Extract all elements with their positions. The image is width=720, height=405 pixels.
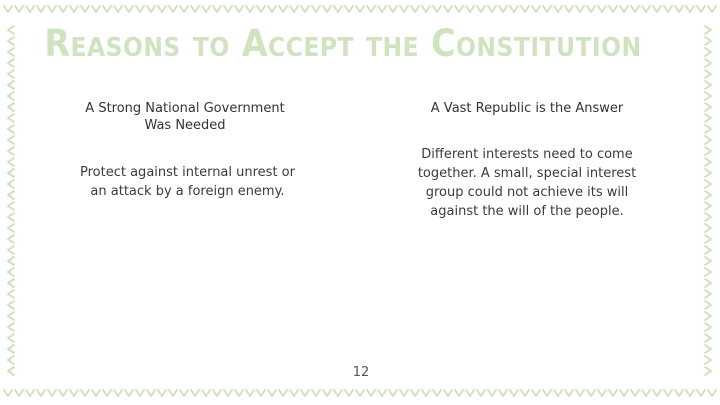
border-chevron — [8, 158, 14, 166]
border-chevron — [466, 390, 474, 396]
border-chevron — [642, 6, 650, 12]
right-column-heading: A Vast Republic is the Answer — [430, 101, 624, 116]
border-chevron — [8, 268, 14, 276]
border-chevron — [268, 6, 276, 12]
border-chevron — [631, 390, 639, 396]
border-chevron — [136, 390, 144, 396]
border-chevron — [444, 390, 452, 396]
border-chevron — [312, 390, 320, 396]
border-chevron — [675, 6, 683, 12]
border-chevron — [433, 6, 441, 12]
border-chevron — [705, 81, 711, 89]
border-chevron — [444, 6, 452, 12]
border-chevron — [705, 114, 711, 122]
border-chevron — [213, 390, 221, 396]
border-chevron — [705, 70, 711, 78]
border-chevron — [609, 390, 617, 396]
border-chevron — [705, 59, 711, 67]
border-chevron — [81, 6, 89, 12]
border-chevron — [565, 390, 573, 396]
border-chevron — [477, 390, 485, 396]
border-chevron — [705, 37, 711, 45]
border-chevron — [378, 390, 386, 396]
border-chevron — [422, 6, 430, 12]
border-chevron — [103, 390, 111, 396]
border-chevron — [510, 6, 518, 12]
border-chevron — [202, 390, 210, 396]
border-chevron — [301, 6, 309, 12]
border-chevron — [705, 290, 711, 298]
border-chevron — [521, 390, 529, 396]
border-chevron — [8, 323, 14, 331]
border-chevron — [8, 224, 14, 232]
border-chevron — [191, 6, 199, 12]
border-chevron — [705, 246, 711, 254]
border-chevron — [705, 26, 711, 34]
border-chevron — [686, 390, 694, 396]
border-chevron — [8, 114, 14, 122]
border-chevron — [92, 6, 100, 12]
border-chevron — [705, 345, 711, 353]
border-chevron — [705, 334, 711, 342]
border-chevron — [235, 390, 243, 396]
border-chevron — [334, 6, 342, 12]
border-chevron — [477, 6, 485, 12]
border-chevron — [576, 6, 584, 12]
border-chevron — [8, 257, 14, 265]
border-chevron — [8, 312, 14, 320]
border-chevron — [8, 301, 14, 309]
border-chevron — [26, 6, 34, 12]
border-chevron — [125, 390, 133, 396]
border-chevron — [620, 6, 628, 12]
border-chevron — [48, 6, 56, 12]
border-chevron — [466, 6, 474, 12]
border-chevron — [653, 390, 661, 396]
border-chevron — [8, 202, 14, 210]
border-chevron — [312, 6, 320, 12]
border-chevron — [433, 390, 441, 396]
border-chevron — [705, 224, 711, 232]
border-chevron — [400, 6, 408, 12]
right-column-body: Different interests need to come together. A small, special interest group could not achieve its will against the will of the people. — [417, 147, 637, 219]
border-chevron — [488, 390, 496, 396]
border-chevron — [705, 136, 711, 144]
border-chevron — [136, 6, 144, 12]
border-chevron — [268, 390, 276, 396]
border-chevron — [620, 390, 628, 396]
border-chevron — [8, 235, 14, 243]
border-chevron — [389, 390, 397, 396]
border-chevron — [191, 390, 199, 396]
border-chevron — [705, 268, 711, 276]
border-chevron — [705, 301, 711, 309]
border-chevron — [8, 169, 14, 177]
border-chevron — [180, 390, 188, 396]
border-chevron — [224, 390, 232, 396]
border-chevron — [705, 235, 711, 243]
border-chevron — [213, 6, 221, 12]
page-number: 12 — [352, 365, 370, 380]
border-chevron — [59, 6, 67, 12]
border-chevron — [158, 390, 166, 396]
border-chevron — [8, 103, 14, 111]
border-chevron — [356, 6, 364, 12]
border-chevron — [8, 279, 14, 287]
border-chevron — [92, 390, 100, 396]
border-chevron — [400, 390, 408, 396]
left-column-body: Protect against internal unrest or an attack by a foreign enemy. — [80, 165, 295, 199]
border-chevron — [246, 6, 254, 12]
border-chevron — [705, 257, 711, 265]
border-chevron — [565, 6, 573, 12]
border-chevron — [705, 279, 711, 287]
border-chevron — [422, 390, 430, 396]
border-chevron — [705, 356, 711, 364]
border-chevron — [705, 103, 711, 111]
border-chevron — [8, 334, 14, 342]
border-chevron — [8, 81, 14, 89]
bottom-border — [0, 379, 720, 405]
border-chevron — [411, 390, 419, 396]
right-border — [694, 0, 720, 405]
border-chevron — [455, 6, 463, 12]
border-chevron — [59, 390, 67, 396]
border-chevron — [323, 390, 331, 396]
border-chevron — [455, 390, 463, 396]
border-chevron — [81, 390, 89, 396]
border-chevron — [279, 6, 287, 12]
border-chevron — [356, 390, 364, 396]
border-chevron — [587, 390, 595, 396]
border-chevron — [686, 6, 694, 12]
border-chevron — [705, 367, 711, 375]
border-chevron — [158, 6, 166, 12]
border-chevron — [499, 6, 507, 12]
border-chevron — [37, 6, 45, 12]
border-chevron — [70, 390, 78, 396]
border-chevron — [26, 390, 34, 396]
border-chevron — [705, 323, 711, 331]
border-chevron — [705, 312, 711, 320]
border-chevron — [279, 390, 287, 396]
border-chevron — [8, 70, 14, 78]
border-chevron — [705, 180, 711, 188]
border-chevron — [705, 213, 711, 221]
border-chevron — [543, 6, 551, 12]
border-chevron — [246, 390, 254, 396]
border-chevron — [8, 367, 14, 375]
border-chevron — [169, 390, 177, 396]
border-chevron — [705, 92, 711, 100]
border-chevron — [631, 6, 639, 12]
border-chevron — [705, 147, 711, 155]
border-chevron — [8, 290, 14, 298]
border-chevron — [202, 6, 210, 12]
border-chevron — [642, 390, 650, 396]
border-chevron — [114, 390, 122, 396]
border-chevron — [675, 390, 683, 396]
border-chevron — [664, 6, 672, 12]
border-chevron — [70, 6, 78, 12]
left-column-heading: A Strong National Government Was Needed — [85, 101, 285, 133]
border-chevron — [147, 390, 155, 396]
border-chevron — [378, 6, 386, 12]
border-chevron — [8, 136, 14, 144]
border-chevron — [8, 180, 14, 188]
border-chevron — [532, 6, 540, 12]
border-chevron — [147, 6, 155, 12]
border-chevron — [705, 125, 711, 133]
border-chevron — [235, 6, 243, 12]
border-chevron — [345, 6, 353, 12]
border-chevron — [257, 6, 265, 12]
border-chevron — [8, 213, 14, 221]
border-chevron — [367, 390, 375, 396]
border-chevron — [48, 390, 56, 396]
border-chevron — [598, 6, 606, 12]
border-chevron — [290, 390, 298, 396]
border-chevron — [705, 158, 711, 166]
border-chevron — [664, 390, 672, 396]
border-chevron — [367, 6, 375, 12]
border-chevron — [411, 6, 419, 12]
border-chevron — [8, 147, 14, 155]
border-chevron — [8, 92, 14, 100]
border-chevron — [8, 246, 14, 254]
border-chevron — [554, 6, 562, 12]
border-chevron — [345, 390, 353, 396]
border-chevron — [488, 6, 496, 12]
border-chevron — [510, 390, 518, 396]
border-chevron — [224, 6, 232, 12]
border-chevron — [334, 390, 342, 396]
border-chevron — [521, 6, 529, 12]
border-chevron — [389, 6, 397, 12]
border-chevron — [169, 6, 177, 12]
border-chevron — [114, 6, 122, 12]
border-chevron — [37, 390, 45, 396]
border-chevron — [532, 390, 540, 396]
border-chevron — [705, 202, 711, 210]
border-chevron — [576, 390, 584, 396]
border-chevron — [554, 390, 562, 396]
border-chevron — [290, 6, 298, 12]
border-chevron — [323, 6, 331, 12]
border-chevron — [705, 48, 711, 56]
border-chevron — [257, 390, 265, 396]
border-chevron — [180, 6, 188, 12]
border-chevron — [587, 6, 595, 12]
border-chevron — [598, 390, 606, 396]
border-chevron — [301, 390, 309, 396]
border-chevron — [543, 390, 551, 396]
border-chevron — [103, 6, 111, 12]
border-chevron — [705, 169, 711, 177]
border-chevron — [8, 125, 14, 133]
border-chevron — [8, 191, 14, 199]
border-chevron — [8, 345, 14, 353]
border-chevron — [653, 6, 661, 12]
border-chevron — [705, 191, 711, 199]
border-chevron — [609, 6, 617, 12]
border-chevron — [499, 390, 507, 396]
border-chevron — [8, 356, 14, 364]
slide-title: Reasons to Accept the Constitution — [44, 22, 642, 65]
border-chevron — [125, 6, 133, 12]
